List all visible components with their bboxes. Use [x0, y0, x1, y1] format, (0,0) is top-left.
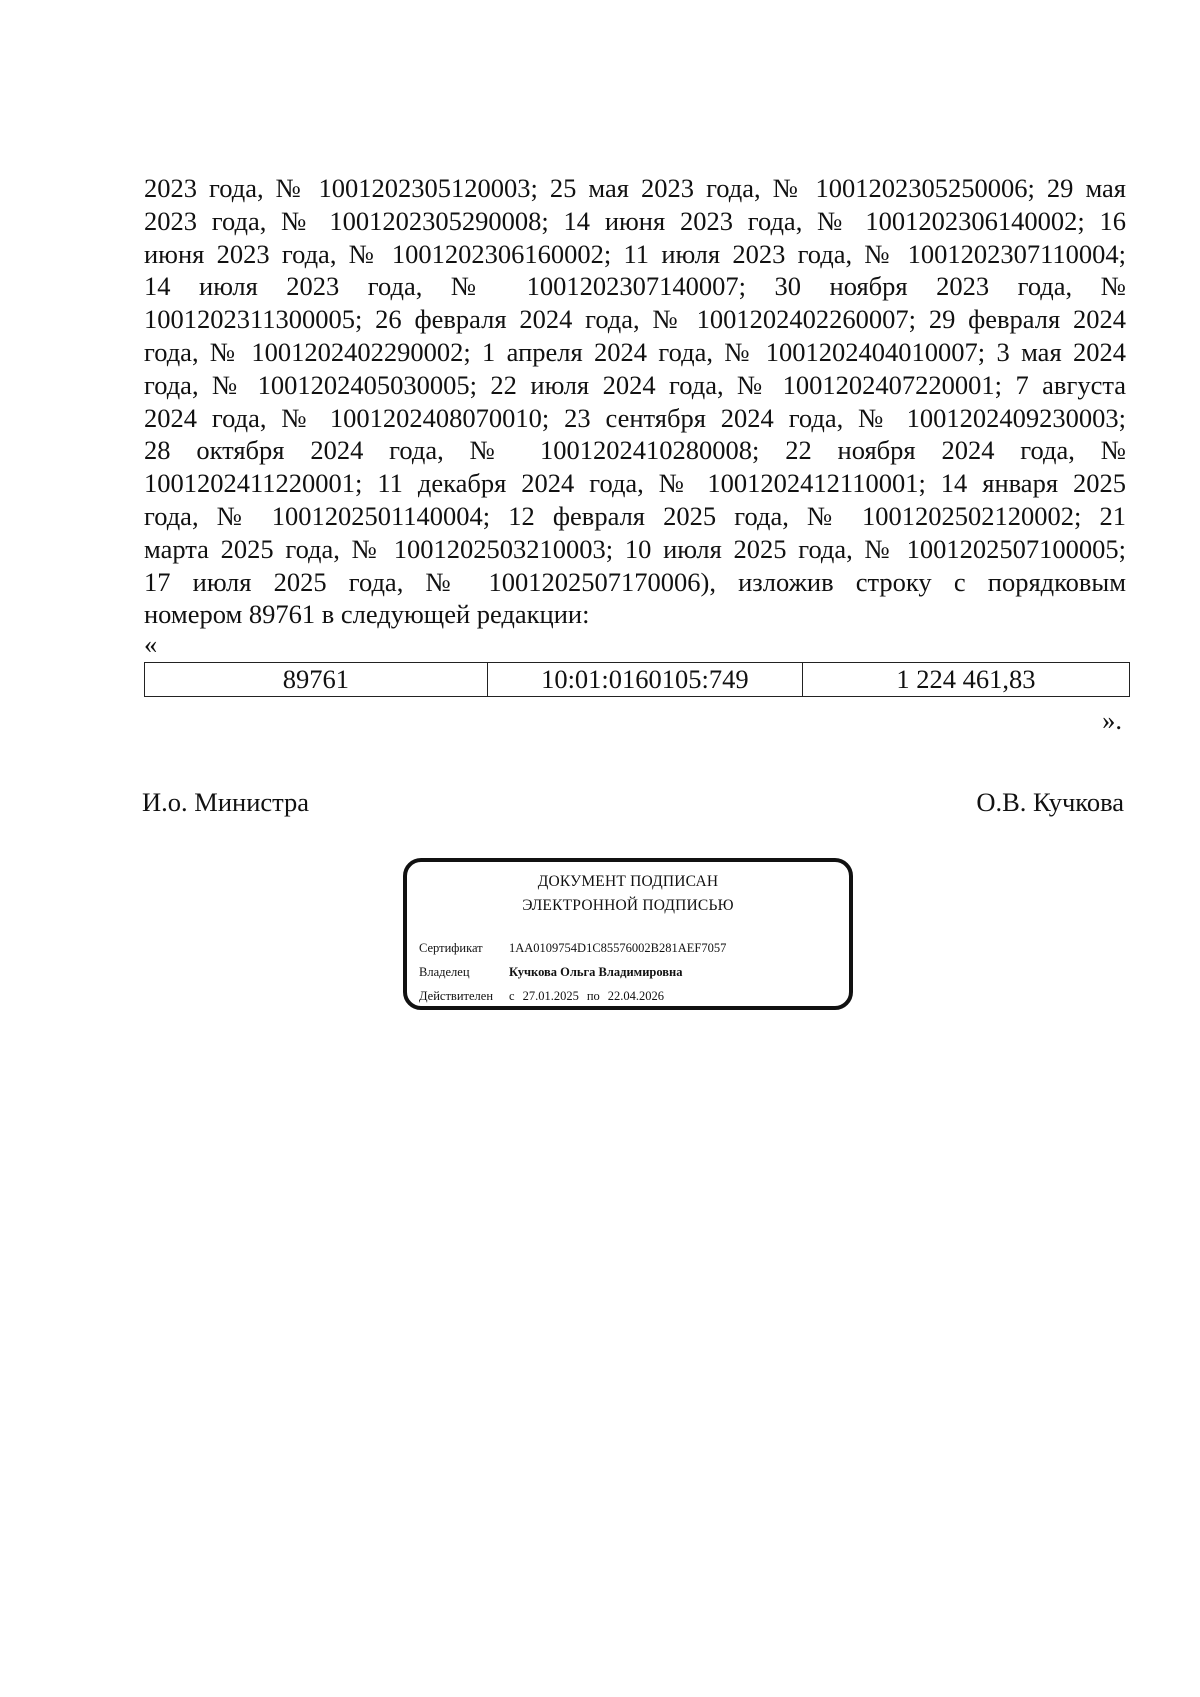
body-line: 1001202411220001; 11 декабря 2024 года, № 1001202412110001; 14 января 2025 — [144, 468, 1126, 499]
valid-to-date: 22.04.2026 — [607, 989, 665, 1003]
owner-label: Владелец — [419, 965, 470, 979]
closing-quote: ». — [1102, 705, 1122, 735]
body-line: июня 2023 года, № 1001202306160002; 11 июля 2023 года, № 1001202307110004; — [144, 238, 1126, 269]
stamp-certificate-row — [419, 940, 726, 956]
signatory-name: О.В. Кучкова — [976, 787, 1124, 817]
record-table — [144, 662, 1130, 697]
cadastral-value-cell: 1 224 461,83 — [802, 663, 1129, 697]
body-line: 28 октября 2024 года, № 1001202410280008; 22 ноября 2024 года, № — [144, 435, 1126, 466]
valid-from-date: 27.01.2025 — [522, 989, 579, 1003]
body-text — [144, 172, 1126, 631]
validity-label: Действителен — [419, 989, 494, 1003]
stamp-owner-row — [419, 964, 683, 980]
body-line: года, № 1001202501140004; 12 февраля 2025 года, № 1001202502120002; 21 — [144, 500, 1126, 531]
record-number-cell: 89761 — [145, 663, 488, 697]
body-line: 1001202311300005; 26 февраля 2024 года, № 1001202402260007; 29 февраля 2024 — [144, 304, 1126, 335]
body-line: года, № 1001202402290002; 1 апреля 2024 года, № 1001202404010007; 3 мая 2024 — [144, 336, 1126, 367]
electronic-signature-stamp — [403, 858, 853, 1010]
certificate-label: Сертификат — [419, 941, 483, 955]
stamp-validity-row — [419, 988, 664, 1004]
body-line: 2023 года, № 1001202305120003; 25 мая 2023 года, № 1001202305250006; 29 мая — [144, 173, 1126, 203]
cadastral-number-cell: 10:01:0160105:749 — [487, 663, 802, 697]
valid-to-prefix: по — [586, 989, 600, 1003]
opening-quote: « — [144, 629, 158, 659]
table-row — [145, 663, 1130, 697]
body-line: 2024 года, № 1001202408070010; 23 сентября 2024 года, № 1001202409230003; — [144, 402, 1126, 433]
stamp-title-line-1: ДОКУМЕНТ ПОДПИСАН — [537, 873, 719, 890]
signatory-position: И.о. Министра — [142, 787, 310, 817]
body-line: номером 89761 в следующей редакции: — [144, 599, 590, 630]
body-line: 14 июля 2023 года, № 1001202307140007; 30 ноября 2023 года, № — [144, 271, 1126, 302]
certificate-value: 1AA0109754D1C85576002B281AEF7057 — [509, 941, 727, 955]
stamp-title-line-2: ЭЛЕКТРОННОЙ ПОДПИСЬЮ — [522, 897, 734, 914]
valid-from-prefix: с — [509, 989, 515, 1003]
owner-value: Кучкова Ольга Владимировна — [509, 965, 683, 979]
body-line: 2023 года, № 1001202305290008; 14 июня 2023 года, № 1001202306140002; 16 — [144, 205, 1126, 236]
body-line: года, № 1001202405030005; 22 июля 2024 года, № 1001202407220001; 7 августа — [144, 369, 1126, 400]
body-line: 17 июля 2025 года, № 1001202507170006), изложив строку с порядковым — [144, 566, 1126, 597]
body-line: марта 2025 года, № 1001202503210003; 10 июля 2025 года, № 1001202507100005; — [144, 533, 1126, 564]
